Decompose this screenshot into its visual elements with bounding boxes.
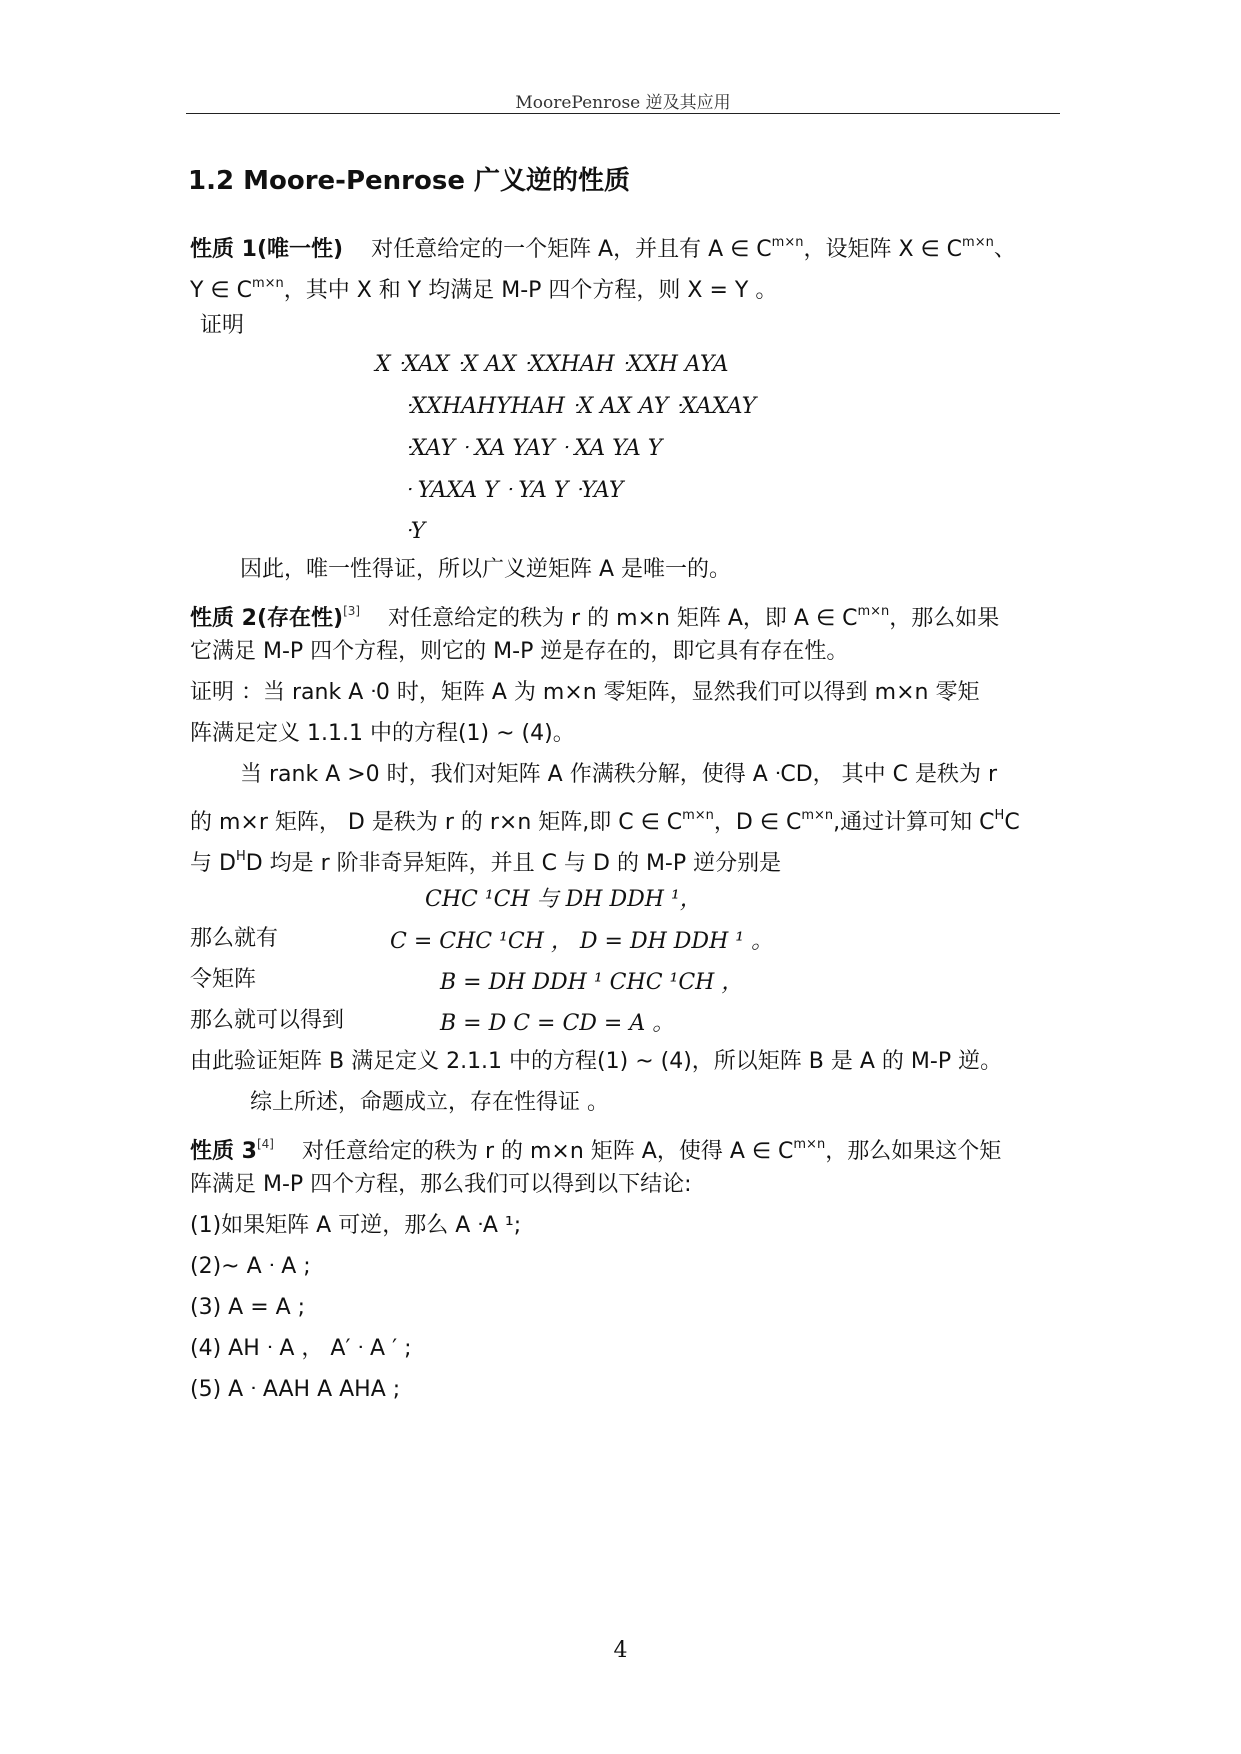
prop1-conclusion: 因此，唯一性得证，所以广义逆矩阵 A 是唯一的。	[240, 557, 732, 582]
list-item: (5) A ᐧ AAH A AHA ;	[190, 1377, 401, 1402]
proof-eq-line-3: ᐧXAY ᐧ XA YAY ᐧ XA YA Y	[405, 436, 663, 461]
prop2-line2: 它满足 M-P 四个方程，则它的 M-P 逆是存在的，即它具有存在性。	[190, 639, 849, 664]
prop3-line2: 阵满足 M-P 四个方程，那么我们可以得到以下结论:	[190, 1172, 692, 1197]
row3-equation: B = D C = CD = A 。	[440, 1011, 675, 1036]
prop1-line2: Y ∈ $C^{m\times n}$，其中 X 和 Y 均满足 M-P 四个方程，则 X = Y 。	[190, 276, 778, 303]
prop1-line1: 性质 1(唯一性) 对任意给定的一个矩阵 A，并且有 A ∈ $C^{m\times n}$，设矩阵 X ∈ $C^{m\times n}$、	[190, 235, 1016, 262]
proof-label: 证明	[200, 313, 245, 338]
header-rule	[186, 113, 1060, 114]
list-item: (4) AH ᐧ A ， A′ ᐧ A ′ ;	[190, 1336, 412, 1361]
prop2-label: 性质 2(存在性)	[190, 606, 344, 631]
proof-eq-line-5: ᐧY	[405, 519, 426, 544]
proof-eq-line-2: ᐧXXHAHYHAH ᐧX AX AY ᐧXAXAY	[405, 394, 757, 419]
row1-equation: C = CHC ¹CH ， D = DH DDH ¹ 。	[390, 929, 774, 954]
citation: [3]	[343, 604, 361, 618]
row2-equation: B = DH DDH ¹ CHC ¹CH ，	[440, 970, 744, 995]
prop3-label: 性质 3	[190, 1139, 257, 1164]
prop2-line1: 性质 2(存在性)[3] 对任意给定的秩为 r 的 m×n 矩阵 A，即 A ∈ $C^{m\times n}$，那么如果	[190, 604, 1000, 631]
citation: [4]	[256, 1137, 274, 1151]
prop1-text: 对任意给定的一个矩阵 A，并且有 A ∈ C	[371, 237, 772, 262]
prop3-line1: 性质 3[4] 对任意给定的秩为 r 的 m×n 矩阵 A，使得 A ∈ $C^{m\times n}$，那么如果这个矩	[190, 1137, 1002, 1164]
prop1-label: 性质 1(唯一性)	[190, 237, 344, 262]
prop2-line3: 证明 ：当 rank A ᐧ0 时，矩阵 A 为 m×n 零矩阵，显然我们可以得到 m×n 零矩	[190, 680, 980, 705]
row1-label: 那么就有	[190, 926, 279, 951]
prop2-line7: 与 $D^HD$ 均是 r 阶非奇异矩阵，并且 C 与 D 的 M-P 逆分别是	[190, 849, 782, 876]
prop2-line6: 的 m×r 矩阵， D 是秩为 r 的 r×n 矩阵,即 C ∈ $C^{m\times n}$，D ∈ $C^{m\times n}$,通过计算可知 $C^HC$	[190, 808, 1020, 835]
row2-label: 令矩阵	[190, 967, 257, 992]
running-header: MoorePenrose 逆及其应用	[515, 93, 731, 113]
list-item: (2)~ A ᐧ A ;	[190, 1254, 311, 1279]
row3-label: 那么就可以得到	[190, 1008, 345, 1033]
proof-eq-line-4: ᐧ YAXA Y ᐧ YA Y ᐧYAY	[405, 478, 624, 503]
prop2-conclusion: 综上所述，命题成立，存在性得证 。	[250, 1090, 609, 1115]
section-title: 1.2 Moore-Penrose 广义逆的性质	[188, 166, 631, 196]
page-number: 4	[613, 1638, 628, 1663]
prop2-line4: 阵满足定义 1.1.1 中的方程(1) ~ (4)。	[190, 721, 575, 746]
list-item: (1)如果矩阵 A 可逆，那么 A ᐧA ¹;	[190, 1213, 522, 1238]
mp-inverse-formulas: CHC ¹CH 与 DH DDH ¹，	[425, 887, 702, 912]
prop2-line5: 当 rank A >0 时，我们对矩阵 A 作满秩分解，使得 A ᐧCD， 其中 C 是秩为 r	[240, 762, 998, 787]
list-item: (3) A = A ;	[190, 1295, 306, 1320]
prop2-line8: 由此验证矩阵 B 满足定义 2.1.1 中的方程(1) ~ (4)，所以矩阵 B 是 A 的 M-P 逆。	[190, 1049, 1003, 1074]
proof-eq-line-1: X ᐧXAX ᐧX AX ᐧXXHAH ᐧXXH AYA	[375, 352, 729, 377]
